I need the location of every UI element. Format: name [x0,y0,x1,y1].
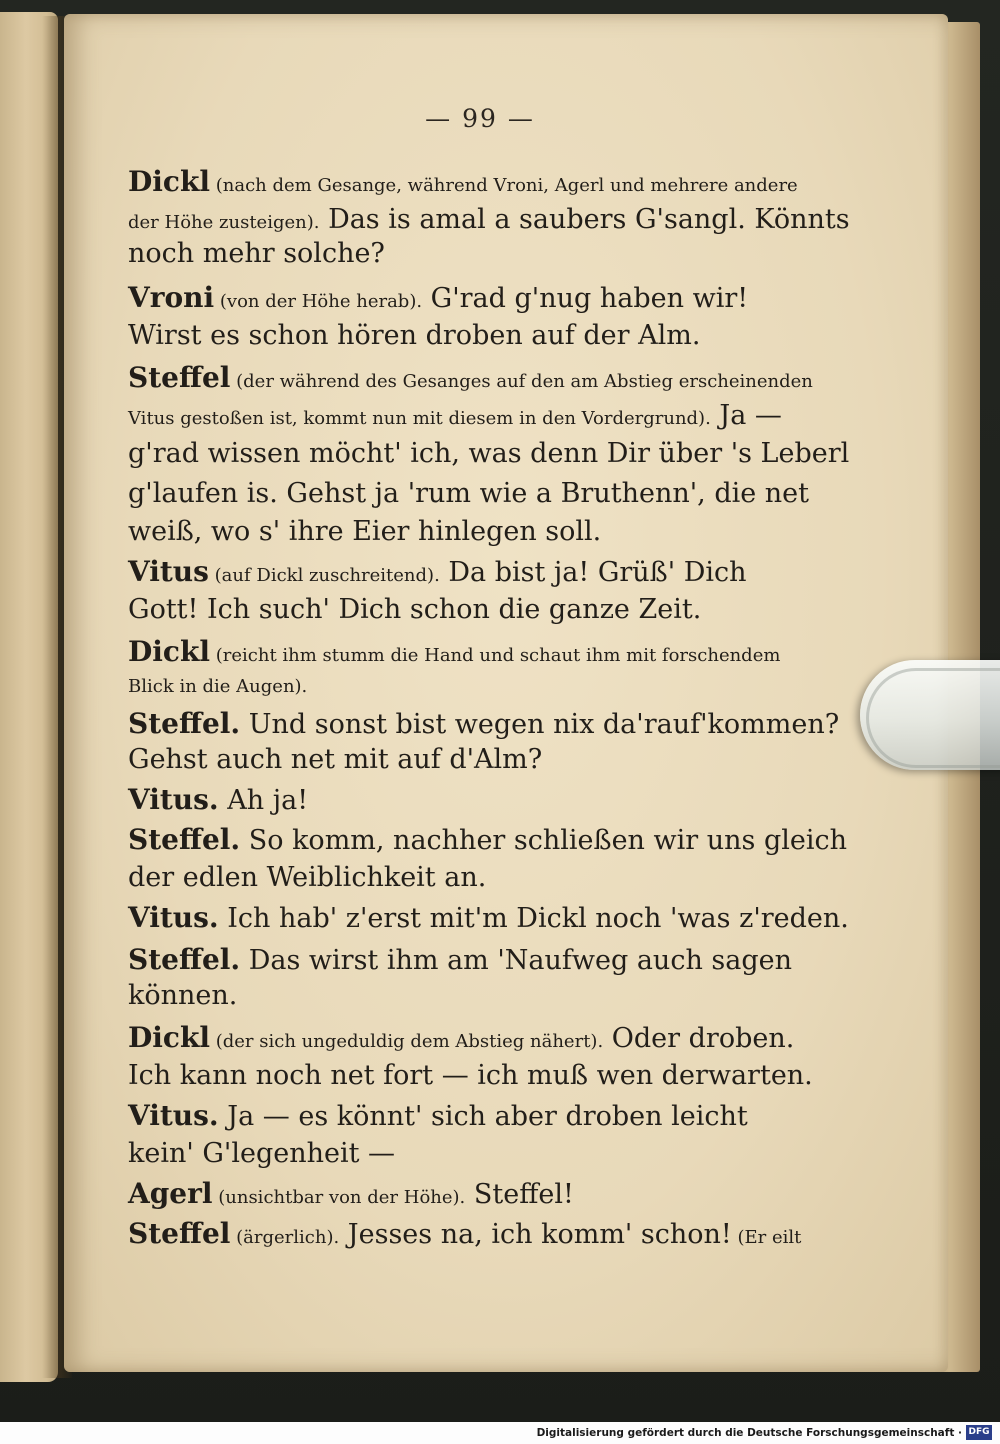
dialogue-text: Gehst auch net mit auf d'Alm? [128,744,543,775]
text-line [128,900,849,937]
glass-page-clip-rim [866,668,1000,768]
speaker-name: Steffel. [128,943,241,976]
text-line [128,742,542,778]
text-line [128,1020,794,1060]
dialogue-text: Ich hab' z'erst mit'm Dickl noch 'was z'reden. [218,903,849,934]
speaker-name: Vitus [128,555,209,588]
speaker-name: Agerl [128,1177,213,1210]
dialogue-text: Steffel! [465,1179,574,1210]
dialogue-text: Gott! Ich such' Dich schon die ganze Zeit. [128,594,702,625]
dialogue-text: weiß, wo s' ihre Eier hinlegen soll. [128,516,602,547]
stage-direction: (reicht ihm stumm die Hand und schaut ihm mit forschendem [210,645,781,666]
dialogue-text: Wirst es schon hören droben auf der Alm. [128,320,701,351]
dialogue-text: Ja — es könnt' sich aber droben leicht [218,1101,748,1132]
stage-direction: (ärgerlich). [230,1227,340,1248]
speaker-name: Steffel. [128,823,241,856]
dialogue-text: g'laufen is. Gehst ja 'rum wie a Bruthenn', die net [128,478,810,509]
speaker-name: Steffel. [128,707,241,740]
text-line [128,978,237,1014]
dialogue-text: der edlen Weiblichkeit an. [128,862,487,893]
text-line [128,1176,574,1216]
speaker-name: Dickl [128,165,211,198]
dialogue-text: Ja — [710,400,782,431]
speaker-name: Steffel [128,1217,231,1250]
stage-direction: der Höhe zusteigen). [128,212,320,233]
speaker-name: Vitus. [128,901,219,934]
speaker-name: Dickl [128,635,211,668]
text-line [128,318,700,354]
dialogue-text: Und sonst bist wegen nix da'rauf'kommen? [240,709,840,740]
text-line [128,164,798,204]
text-line [128,782,308,819]
text-line [128,476,809,512]
text-line [128,554,747,594]
text-line [128,822,847,859]
text-line [128,1058,813,1094]
footer-credit: Digitalisierung gefördert durch die Deutsche Forschungsgemeinschaft · [536,1427,962,1439]
dialogue-text: noch mehr solche? [128,238,385,269]
text-line [128,1098,748,1135]
dialogue-text: Ah ja! [218,785,309,816]
stage-direction: (auf Dickl zuschreitend). [208,565,440,586]
text-line [128,942,792,979]
text-line [128,398,782,437]
stage-direction: Vitus gestoßen ist, kommt nun mit diesem in den Vordergrund). [128,408,711,429]
text-line [128,1216,801,1256]
speaker-name: Steffel [128,361,231,394]
speaker-name: Vitus. [128,783,219,816]
text-line [128,592,701,628]
dialogue-text: Da bist ja! Grüß' Dich [439,557,747,588]
dfg-logo: DFG [966,1425,992,1440]
stage-direction: (von der Höhe herab). [214,291,423,312]
dialogue-text: können. [128,980,238,1011]
stage-direction: (Er eilt [731,1227,802,1248]
speaker-name: Vitus. [128,1099,219,1132]
page-number: — 99 — [425,104,535,133]
text-line [128,436,849,472]
text-line [128,666,307,705]
text-line [128,236,385,272]
dialogue-text: g'rad wissen möcht' ich, was denn Dir über 's Leberl [128,438,850,469]
dialogue-text: Das wirst ihm am 'Naufweg auch sagen [240,945,793,976]
dialogue-text: Ich kann noch net fort — ich muß wen derwarten. [128,1060,813,1091]
dialogue-text: Jesses na, ich komm' schon! [339,1219,732,1250]
text-line [128,514,601,550]
dialogue-text: kein' G'legenheit — [128,1138,396,1169]
text-line [128,706,839,743]
stage-direction: (nach dem Gesange, während Vroni, Agerl und mehrere andere [210,175,798,196]
text-line [128,360,813,400]
stage-direction: Blick in die Augen). [128,676,308,697]
speaker-name: Dickl [128,1021,211,1054]
stage-direction: (der sich ungeduldig dem Abstieg nähert). [210,1031,604,1052]
speaker-name: Vroni [128,281,215,314]
text-line [128,860,486,896]
dialogue-text: G'rad g'nug haben wir! [422,283,749,314]
dialogue-text: So komm, nachher schließen wir uns gleich [240,825,848,856]
dialogue-text: Oder droben. [603,1023,795,1054]
dialogue-text: Das is amal a saubers G'sangl. Könnts [319,204,850,235]
stage-direction: (der während des Gesanges auf den am Abstieg erscheinenden [230,371,813,392]
text-line [128,280,748,320]
stage-direction: (unsichtbar von der Höhe). [212,1187,466,1208]
text-line [128,1136,395,1172]
